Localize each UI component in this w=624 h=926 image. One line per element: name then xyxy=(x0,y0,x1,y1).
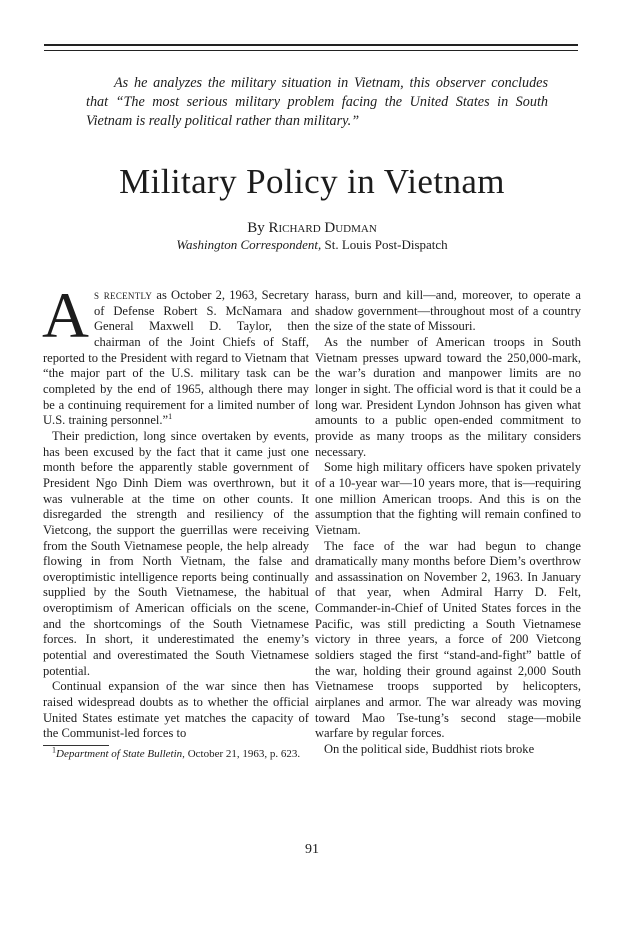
author-affiliation xyxy=(0,236,624,254)
intro-blurb xyxy=(86,74,548,130)
drop-cap: A xyxy=(42,280,89,352)
paragraph: As recently as October 2, 1963, Secretary of Defense Robert S. McNamara and General Maxwell D. Taylor, then chairman of the Joint Chiefs of Staff, reported to the President with regard to Vietnam that “the major part of the U.S. military task can be completed by the end of 1965, although there may be a continuing requirement for a limited number of U.S. training personnel.”$^1$ xyxy=(42,280,309,428)
paragraph: The face of the war had begun to change dramatically many months before Diem’s overthrow and assassination on November 2, 1963. In January of that year, when Admiral Harry D. Felt, Commander-in-Chief of United States forces in the Pacific, was still predicting a South Vietnamese victory in three years, a force of 200 Vietcong soldiers staged the first “stand-and-fight” battle of the war, holding their ground against 2,000 South Vietnamese troops supported by helicopters, airplanes and armor. The war already was moving toward Mao Tse-tung’s second stage—mobile warfare by regular forces. xyxy=(315,538,581,741)
paragraph: As the number of American troops in South Vietnam presses upward toward the 250,000-mark, the war’s duration and manpower limits are no longer in sight. The official word is that it could be a long war. President Lyndon Johnson has given what amounts to a public open-ended commitment to provide as many troops as the military considers necessary. xyxy=(315,334,581,459)
footnote: $^1$Department of State Bulletin, October 21, 1963, p. 623. xyxy=(52,745,301,761)
footnote-reference: 1 xyxy=(168,412,173,422)
page-number: 91 xyxy=(305,842,319,857)
intro-text: As he analyzes the military situation in Vietnam, this observer concludes that “The most serious military problem facing the United States in South Vietnam is really political rather than military.” xyxy=(86,75,548,129)
paragraph: Continual expansion of the war since then has raised widespread doubts as to whether the official United States estimate yet matches the capacity of the Communist-led forces to xyxy=(43,679,309,741)
byline-prefix: By xyxy=(247,220,265,236)
author-name: Richard Dudman xyxy=(268,220,377,236)
byline xyxy=(0,218,624,238)
article-title: Military Policy in Vietnam xyxy=(119,162,505,201)
lead-in: s recently xyxy=(93,288,153,302)
paragraph: Some high military officers have spoken privately of a 10-year war—10 years more, that is—requiring one million American troops. And this is on the assumption that the fighting will remain confined to Vietnam. xyxy=(315,460,581,537)
paragraph: On the political side, Buddhist riots broke xyxy=(324,742,535,757)
left-column xyxy=(42,280,309,762)
affiliation-org: St. Louis Post-Dispatch xyxy=(324,237,448,252)
footnote-source: Department of State Bulletin, xyxy=(56,748,185,761)
right-column xyxy=(315,288,581,758)
header-rule xyxy=(44,44,578,51)
affiliation-role: Washington Correspondent, xyxy=(176,237,322,252)
paragraph: Their prediction, long since overtaken by events, has been excused by the fact that it came just one month before the apparently stable government of President Ngo Dinh Diem was overthrown, but it was vulnerable at the time on other counts. It disregarded the strength and resiliency of the Vietcong, the support the guerrillas were receiving from the South Vietnamese people, the help already flowing in from North Vietnam, the false and overoptimistic intelligence reports being continually supplied by the South Vietnamese, the habitual overoptimism of American officials on the scene, and the shortcomings of the South Vietnamese forces. In short, it underestimated the enemy’s potential and overestimated the South Vietnamese potential. xyxy=(43,428,309,678)
paragraph: harass, burn and kill—and, moreover, to operate a shadow government—throughout most of a country the size of the state of Missouri. xyxy=(315,288,581,334)
